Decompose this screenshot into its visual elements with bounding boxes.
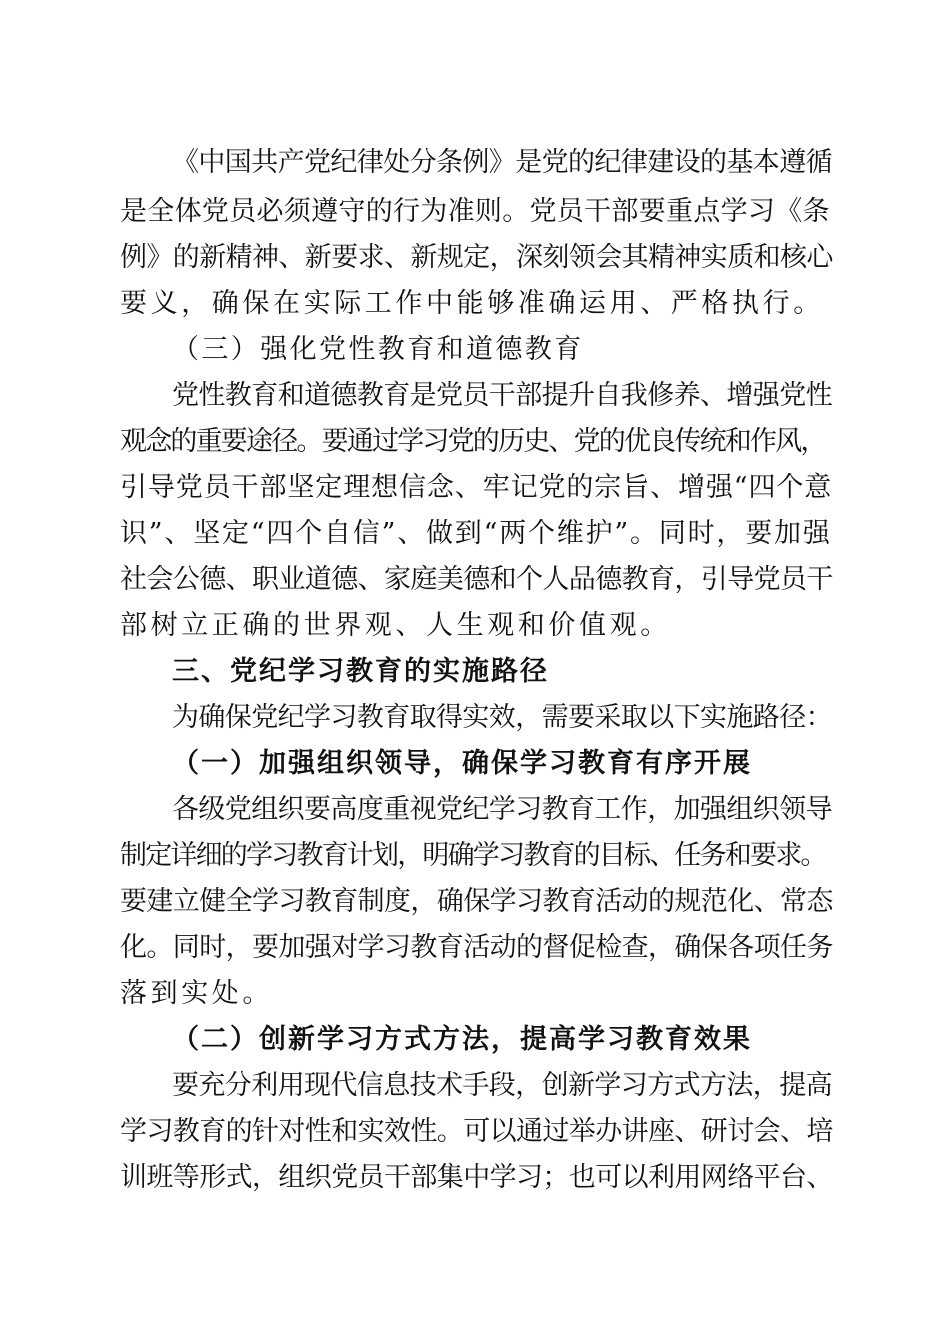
paragraph-line: 观念的重要途径。要通过学习党的历史、党的优良传统和作风， [120, 426, 826, 457]
paragraph-line: 为确保党纪学习教育取得实效，需要采取以下实施路径： [172, 702, 832, 733]
paragraph-line: 《中国共产党纪律处分条例》是党的纪律建设的基本遵循 [172, 147, 832, 178]
paragraph-line: 识”、坚定“四个自信”、做到“两个维护”。同时，要加强 [120, 518, 832, 549]
paragraph-line: 各级党组织要高度重视党纪学习教育工作，加强组织领导 [172, 794, 832, 825]
subsection-heading: （一）加强组织领导，确保学习教育有序开展 [172, 748, 752, 779]
paragraph-line: 要义，确保在实际工作中能够准确运用、严格执行。 [120, 288, 824, 319]
paragraph-line: 部树立正确的世界观、人生观和价值观。 [120, 610, 671, 641]
paragraph-line: 例》的新精神、新要求、新规定，深刻领会其精神实质和核心 [120, 242, 833, 273]
paragraph-line: 要建立健全学习教育制度，确保学习教育活动的规范化、常态 [120, 886, 833, 917]
paragraph-line: 党性教育和道德教育是党员干部提升自我修养、增强党性 [172, 380, 832, 411]
section-heading: 三、党纪学习教育的实施路径 [172, 656, 549, 687]
paragraph-line: 要充分利用现代信息技术手段，创新学习方式方法，提高 [172, 1070, 832, 1101]
paragraph-line: 落到实处。 [120, 978, 273, 1009]
paragraph-line: 训班等形式，组织党员干部集中学习；也可以利用网络平台、 [120, 1162, 833, 1193]
paragraph-line: 化。同时，要加强对学习教育活动的督促检查，确保各项任务 [120, 932, 833, 963]
subsection-heading: （二）创新学习方式方法，提高学习教育效果 [172, 1024, 752, 1055]
paragraph-line: 是全体党员必须遵守的行为准则。党员干部要重点学习《条 [120, 196, 830, 227]
paragraph-line: 社会公德、职业道德、家庭美德和个人品德教育，引导党员干 [120, 564, 833, 595]
subsection-heading: （三）强化党性教育和道德教育 [172, 334, 584, 365]
paragraph-line: 学习教育的针对性和实效性。可以通过举办讲座、研讨会、培 [120, 1116, 833, 1147]
paragraph-line: 制定详细的学习教育计划，明确学习教育的目标、任务和要求。 [120, 840, 826, 871]
paragraph-line: 引导党员干部坚定理想信念、牢记党的宗旨、增强“四个意 [120, 472, 833, 503]
